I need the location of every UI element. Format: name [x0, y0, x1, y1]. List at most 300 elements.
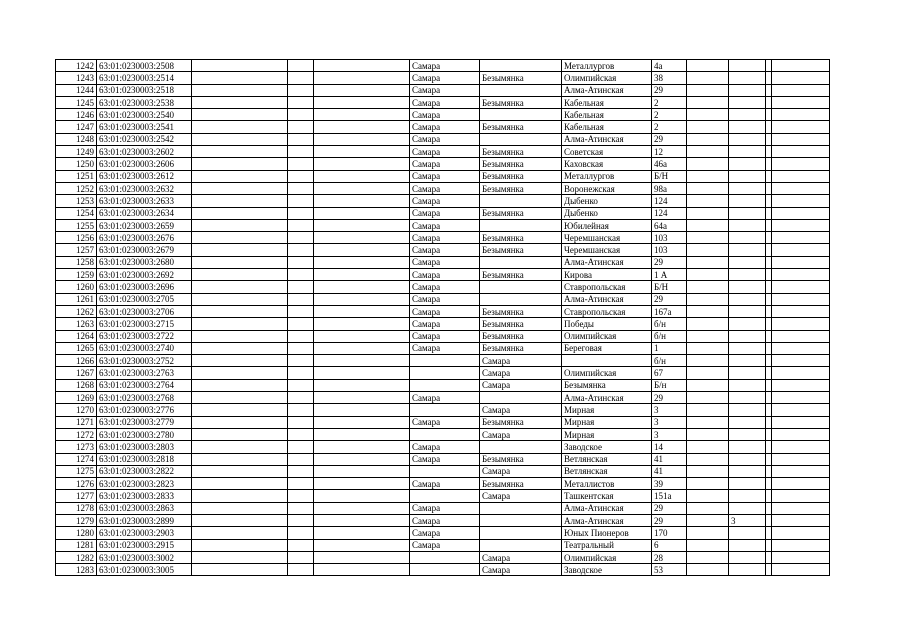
cell-city: Самара	[410, 195, 480, 207]
cell-street: Олимпийская	[562, 551, 652, 563]
cell-col-e	[314, 416, 410, 428]
cell-cadastral-number: 63:01:0230003:2903	[97, 527, 192, 539]
cell-house: 2	[652, 109, 687, 121]
table-row	[56, 453, 830, 465]
cell-city: Самара	[410, 256, 480, 268]
cell-col-e	[314, 342, 410, 354]
cell-district	[480, 84, 562, 96]
cell-col-e	[314, 514, 410, 526]
cell-district: Безымянка	[480, 453, 562, 465]
table-row	[56, 293, 830, 305]
cell-col-c	[192, 232, 288, 244]
cell-street: Металлургов	[562, 60, 652, 72]
cell-district: Безымянка	[480, 182, 562, 194]
cell-col-e	[314, 133, 410, 145]
cell-col-m	[772, 84, 830, 96]
cell-district: Безымянка	[480, 121, 562, 133]
cell-col-m	[772, 564, 830, 576]
cell-col-k	[729, 564, 766, 576]
cell-col-e	[314, 392, 410, 404]
cell-row-number: 1253	[56, 195, 97, 207]
cell-city: Самара	[410, 527, 480, 539]
cell-col-d	[288, 72, 314, 84]
cell-house: 14	[652, 441, 687, 453]
cell-district: Безымянка	[480, 478, 562, 490]
table-row	[56, 232, 830, 244]
cell-col-k	[729, 392, 766, 404]
cell-col-e	[314, 182, 410, 194]
cell-house: 29	[652, 502, 687, 514]
cell-col-k	[729, 355, 766, 367]
cell-col-j	[687, 527, 729, 539]
cell-cadastral-number: 63:01:0230003:2715	[97, 318, 192, 330]
cell-col-c	[192, 72, 288, 84]
cell-city: Самара	[410, 305, 480, 317]
table-row	[56, 428, 830, 440]
cell-col-j	[687, 379, 729, 391]
cell-col-k	[729, 146, 766, 158]
cell-row-number: 1273	[56, 441, 97, 453]
cell-col-d	[288, 428, 314, 440]
cell-city: Самара	[410, 514, 480, 526]
table-row	[56, 551, 830, 563]
table-row	[56, 367, 830, 379]
cell-street: Юных Пионеров	[562, 527, 652, 539]
cell-house: 3	[652, 404, 687, 416]
cell-house: 12	[652, 146, 687, 158]
cell-col-k	[729, 182, 766, 194]
cell-district: Безымянка	[480, 330, 562, 342]
cell-city: Самара	[410, 146, 480, 158]
cell-row-number: 1249	[56, 146, 97, 158]
cell-house: 53	[652, 564, 687, 576]
cell-col-m	[772, 170, 830, 182]
cell-col-j	[687, 355, 729, 367]
table-row	[56, 514, 830, 526]
table-row	[56, 121, 830, 133]
cell-row-number: 1280	[56, 527, 97, 539]
cell-col-d	[288, 514, 314, 526]
cell-street: Советская	[562, 146, 652, 158]
cell-city: Самара	[410, 441, 480, 453]
cell-district: Безымянка	[480, 72, 562, 84]
table-row	[56, 182, 830, 194]
cell-house: 29	[652, 84, 687, 96]
cell-city: Самара	[410, 72, 480, 84]
cell-col-d	[288, 96, 314, 108]
cell-cadastral-number: 63:01:0230003:2706	[97, 305, 192, 317]
cell-city: Самара	[410, 158, 480, 170]
cell-col-d	[288, 564, 314, 576]
cell-col-c	[192, 392, 288, 404]
cell-district: Самара	[480, 367, 562, 379]
cell-col-k	[729, 539, 766, 551]
cell-col-m	[772, 281, 830, 293]
cell-col-d	[288, 293, 314, 305]
cell-col-e	[314, 465, 410, 477]
cell-row-number: 1247	[56, 121, 97, 133]
cell-cadastral-number: 63:01:0230003:2538	[97, 96, 192, 108]
cell-street: Металлургов	[562, 170, 652, 182]
cell-house: 1	[652, 342, 687, 354]
cell-col-c	[192, 404, 288, 416]
table-row	[56, 478, 830, 490]
cell-city	[410, 551, 480, 563]
cell-col-e	[314, 441, 410, 453]
cell-district: Самара	[480, 379, 562, 391]
cell-cadastral-number: 63:01:0230003:2899	[97, 514, 192, 526]
cell-city: Самара	[410, 318, 480, 330]
cell-house: 41	[652, 465, 687, 477]
cell-col-c	[192, 244, 288, 256]
cell-house: 6	[652, 539, 687, 551]
cell-row-number: 1267	[56, 367, 97, 379]
cell-district: Самара	[480, 465, 562, 477]
cell-district: Безымянка	[480, 158, 562, 170]
cell-col-d	[288, 453, 314, 465]
cell-house: 124	[652, 207, 687, 219]
cell-col-j	[687, 84, 729, 96]
cell-street: Алма-Атинская	[562, 293, 652, 305]
cell-col-d	[288, 404, 314, 416]
cell-col-d	[288, 392, 314, 404]
table-row	[56, 342, 830, 354]
cell-col-j	[687, 293, 729, 305]
cell-col-k	[729, 478, 766, 490]
cell-col-d	[288, 281, 314, 293]
cell-col-e	[314, 478, 410, 490]
cell-col-j	[687, 342, 729, 354]
cell-col-k	[729, 256, 766, 268]
cell-cadastral-number: 63:01:0230003:2541	[97, 121, 192, 133]
cell-col-m	[772, 514, 830, 526]
cell-col-m	[772, 416, 830, 428]
cell-col-c	[192, 564, 288, 576]
cell-row-number: 1244	[56, 84, 97, 96]
cell-col-e	[314, 72, 410, 84]
cell-col-d	[288, 478, 314, 490]
cell-col-k	[729, 195, 766, 207]
cell-house: б/н	[652, 318, 687, 330]
cell-house: 103	[652, 244, 687, 256]
cell-col-e	[314, 502, 410, 514]
cell-col-c	[192, 514, 288, 526]
table-row	[56, 219, 830, 231]
cell-city: Самара	[410, 121, 480, 133]
cell-street: Кабельная	[562, 121, 652, 133]
cell-col-j	[687, 392, 729, 404]
cell-cadastral-number: 63:01:0230003:2680	[97, 256, 192, 268]
cell-col-d	[288, 441, 314, 453]
cell-row-number: 1246	[56, 109, 97, 121]
cell-col-m	[772, 527, 830, 539]
cell-row-number: 1266	[56, 355, 97, 367]
cell-house: 4а	[652, 60, 687, 72]
table-row	[56, 207, 830, 219]
cell-col-k	[729, 219, 766, 231]
cell-col-m	[772, 367, 830, 379]
cell-district	[480, 392, 562, 404]
cell-col-m	[772, 342, 830, 354]
cell-col-c	[192, 60, 288, 72]
cell-col-k	[729, 170, 766, 182]
cell-house: 28	[652, 551, 687, 563]
table-row	[56, 502, 830, 514]
cell-col-m	[772, 195, 830, 207]
cell-col-c	[192, 539, 288, 551]
cell-city: Самара	[410, 207, 480, 219]
cell-col-c	[192, 219, 288, 231]
table-row	[56, 244, 830, 256]
cell-street: Ставропольская	[562, 281, 652, 293]
cell-col-k	[729, 158, 766, 170]
cell-district: Безымянка	[480, 207, 562, 219]
cell-col-d	[288, 60, 314, 72]
cell-col-d	[288, 342, 314, 354]
cell-house: 38	[652, 72, 687, 84]
cell-col-k	[729, 527, 766, 539]
cell-col-e	[314, 293, 410, 305]
cell-col-c	[192, 465, 288, 477]
table-row	[56, 416, 830, 428]
cell-house: 170	[652, 527, 687, 539]
table-row	[56, 330, 830, 342]
cell-col-d	[288, 527, 314, 539]
cell-col-k	[729, 60, 766, 72]
cell-col-k	[729, 404, 766, 416]
cell-col-k	[729, 96, 766, 108]
cell-city	[410, 367, 480, 379]
cell-house: Б/Н	[652, 170, 687, 182]
cell-col-d	[288, 244, 314, 256]
cell-row-number: 1251	[56, 170, 97, 182]
cell-col-e	[314, 551, 410, 563]
cell-city: Самара	[410, 453, 480, 465]
cell-col-k	[729, 416, 766, 428]
cell-city	[410, 490, 480, 502]
cell-col-c	[192, 96, 288, 108]
cell-district	[480, 60, 562, 72]
cell-col-j	[687, 146, 729, 158]
cell-col-j	[687, 96, 729, 108]
cell-cadastral-number: 63:01:0230003:2659	[97, 219, 192, 231]
cell-col-d	[288, 207, 314, 219]
cell-row-number: 1260	[56, 281, 97, 293]
cell-district: Безымянка	[480, 305, 562, 317]
cell-col-k: 3	[729, 514, 766, 526]
table-row	[56, 379, 830, 391]
cell-col-m	[772, 392, 830, 404]
cell-col-e	[314, 281, 410, 293]
cell-col-d	[288, 232, 314, 244]
cell-cadastral-number: 63:01:0230003:2780	[97, 428, 192, 440]
cell-col-j	[687, 256, 729, 268]
cell-cadastral-number: 63:01:0230003:2822	[97, 465, 192, 477]
cell-district	[480, 527, 562, 539]
cell-street: Дыбенко	[562, 207, 652, 219]
cell-col-c	[192, 109, 288, 121]
cell-row-number: 1262	[56, 305, 97, 317]
cell-col-m	[772, 72, 830, 84]
cell-house: 29	[652, 133, 687, 145]
cell-cadastral-number: 63:01:0230003:2508	[97, 60, 192, 72]
cell-street: Ветлянская	[562, 453, 652, 465]
cell-street: Кабельная	[562, 96, 652, 108]
cell-street: Алма-Атинская	[562, 84, 652, 96]
cell-col-k	[729, 207, 766, 219]
cell-col-m	[772, 441, 830, 453]
cell-col-e	[314, 232, 410, 244]
cell-cadastral-number: 63:01:0230003:2540	[97, 109, 192, 121]
cell-col-c	[192, 133, 288, 145]
cell-col-d	[288, 182, 314, 194]
cell-col-e	[314, 539, 410, 551]
cell-col-m	[772, 60, 830, 72]
cell-city: Самара	[410, 84, 480, 96]
cell-col-e	[314, 269, 410, 281]
cell-cadastral-number: 63:01:0230003:2863	[97, 502, 192, 514]
cell-street: Береговая	[562, 342, 652, 354]
cell-district: Безымянка	[480, 232, 562, 244]
table-row	[56, 84, 830, 96]
cell-cadastral-number: 63:01:0230003:2542	[97, 133, 192, 145]
table-row	[56, 60, 830, 72]
cell-col-j	[687, 133, 729, 145]
cell-col-j	[687, 367, 729, 379]
cell-col-m	[772, 293, 830, 305]
cell-col-m	[772, 146, 830, 158]
cell-col-k	[729, 490, 766, 502]
cell-col-e	[314, 146, 410, 158]
cell-district: Безымянка	[480, 170, 562, 182]
cell-city: Самара	[410, 293, 480, 305]
cell-street: Металлистов	[562, 478, 652, 490]
cell-cadastral-number: 63:01:0230003:2634	[97, 207, 192, 219]
cell-col-c	[192, 318, 288, 330]
cell-street: Заводское	[562, 441, 652, 453]
cell-street: Олимпийская	[562, 330, 652, 342]
cell-street: Алма-Атинская	[562, 133, 652, 145]
cell-street: Олимпийская	[562, 72, 652, 84]
cell-street: Мирная	[562, 416, 652, 428]
cell-col-c	[192, 195, 288, 207]
cell-col-d	[288, 84, 314, 96]
cell-col-m	[772, 428, 830, 440]
table-row	[56, 158, 830, 170]
cell-col-k	[729, 318, 766, 330]
cell-cadastral-number: 63:01:0230003:3005	[97, 564, 192, 576]
cell-col-j	[687, 428, 729, 440]
cell-col-j	[687, 514, 729, 526]
cell-col-j	[687, 404, 729, 416]
table-row	[56, 527, 830, 539]
cell-district: Безымянка	[480, 342, 562, 354]
cell-cadastral-number: 63:01:0230003:2602	[97, 146, 192, 158]
table-row	[56, 133, 830, 145]
cell-street: Воронежская	[562, 182, 652, 194]
cell-row-number: 1252	[56, 182, 97, 194]
cell-row-number: 1276	[56, 478, 97, 490]
cell-row-number: 1283	[56, 564, 97, 576]
cell-col-d	[288, 146, 314, 158]
cell-row-number: 1271	[56, 416, 97, 428]
cell-col-j	[687, 158, 729, 170]
cell-district	[480, 502, 562, 514]
cell-col-c	[192, 367, 288, 379]
cell-row-number: 1279	[56, 514, 97, 526]
cell-row-number: 1277	[56, 490, 97, 502]
cell-col-c	[192, 379, 288, 391]
cell-col-e	[314, 219, 410, 231]
cell-street: Кабельная	[562, 109, 652, 121]
cell-cadastral-number: 63:01:0230003:2514	[97, 72, 192, 84]
cell-col-e	[314, 367, 410, 379]
cell-district	[480, 133, 562, 145]
cell-col-k	[729, 441, 766, 453]
cell-cadastral-number: 63:01:0230003:2776	[97, 404, 192, 416]
cell-house: Б/н	[652, 379, 687, 391]
cell-col-j	[687, 502, 729, 514]
cell-col-j	[687, 244, 729, 256]
cell-col-j	[687, 305, 729, 317]
cell-col-m	[772, 109, 830, 121]
cell-row-number: 1265	[56, 342, 97, 354]
cell-col-d	[288, 367, 314, 379]
cell-col-m	[772, 96, 830, 108]
cell-col-j	[687, 564, 729, 576]
cell-street: Мирная	[562, 404, 652, 416]
cell-col-c	[192, 182, 288, 194]
cell-col-m	[772, 232, 830, 244]
cell-col-c	[192, 453, 288, 465]
cell-row-number: 1272	[56, 428, 97, 440]
cell-row-number: 1248	[56, 133, 97, 145]
cell-street: Алма-Атинская	[562, 392, 652, 404]
cell-row-number: 1254	[56, 207, 97, 219]
cell-district: Самара	[480, 355, 562, 367]
cell-col-j	[687, 490, 729, 502]
cell-col-m	[772, 355, 830, 367]
cell-col-e	[314, 121, 410, 133]
cell-cadastral-number: 63:01:0230003:2803	[97, 441, 192, 453]
cell-col-j	[687, 182, 729, 194]
cell-cadastral-number: 63:01:0230003:2764	[97, 379, 192, 391]
cell-house: 1 А	[652, 269, 687, 281]
cell-col-m	[772, 244, 830, 256]
table-row	[56, 392, 830, 404]
cell-col-e	[314, 96, 410, 108]
cell-col-j	[687, 232, 729, 244]
table-row	[56, 539, 830, 551]
cell-house: Б/Н	[652, 281, 687, 293]
cell-city: Самара	[410, 502, 480, 514]
cell-col-c	[192, 478, 288, 490]
cell-house: 2	[652, 121, 687, 133]
cell-row-number: 1275	[56, 465, 97, 477]
cell-row-number: 1255	[56, 219, 97, 231]
cell-col-d	[288, 305, 314, 317]
cell-col-m	[772, 478, 830, 490]
cell-col-m	[772, 305, 830, 317]
cell-district: Самара	[480, 551, 562, 563]
cell-col-k	[729, 342, 766, 354]
cell-col-j	[687, 219, 729, 231]
table-row	[56, 72, 830, 84]
cell-row-number: 1270	[56, 404, 97, 416]
cell-city: Самара	[410, 392, 480, 404]
cell-col-k	[729, 551, 766, 563]
cell-street: Мирная	[562, 428, 652, 440]
